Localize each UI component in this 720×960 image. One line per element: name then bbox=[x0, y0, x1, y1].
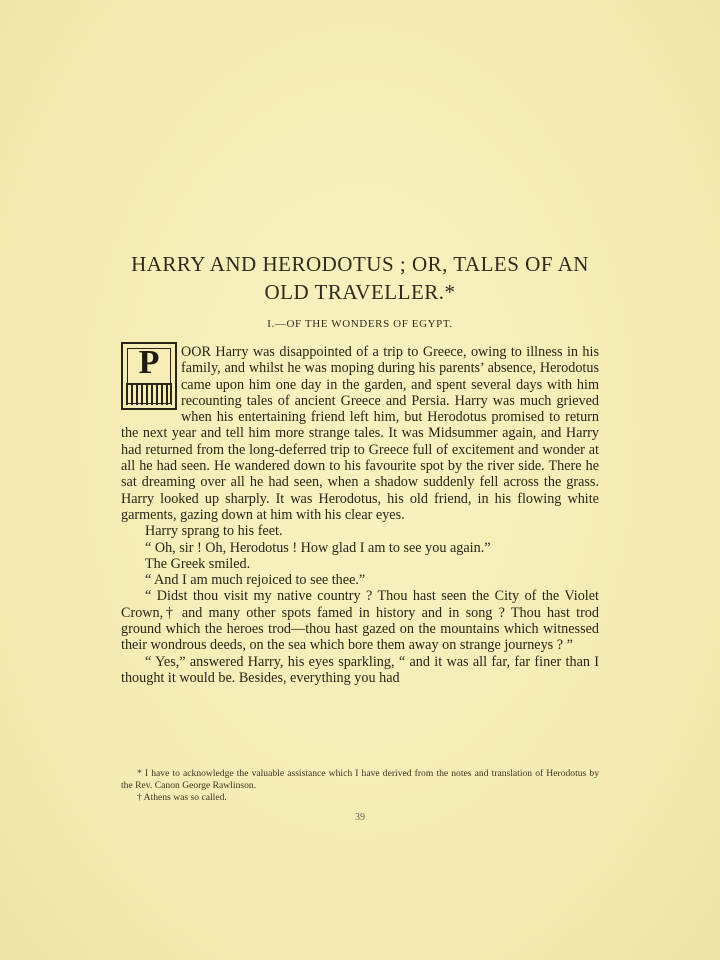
footnote-1: * I have to acknowledge the valuable assistance which I have derived from the notes and translation of Herodotus by the Rev. Canon George Rawlinson. bbox=[121, 768, 599, 791]
chapter-title bbox=[100, 250, 620, 306]
drop-cap-letter: P bbox=[138, 344, 160, 381]
footnotes bbox=[121, 768, 599, 804]
paragraph-1: OOR Harry was disappointed of a trip to Greece, owing to illness in his family, and whilst he was moping during his parents’ absence, Herodotus came upon him one day in the garden, and spent several days with him recounting tales of ancient Greece and Persia. Harry was much grieved when his entertaining friend left him, but Herodotus promised to return the next year and tell him more strange tales. It was Midsummer again, and Harry had returned from the long-deferred trip to Greece full of excitement and wonder at all he had seen. He wandered down to his favourite spot by the river side. There he sat dreaming over all he had seen, when a shadow suddenly fell across the grass. Harry looked up sharply. It was Herodotus, his old friend, in his flowing white garments, gazing down at him with his clear eyes. bbox=[121, 344, 599, 523]
paragraph-6: “ Didst thou visit my native country ? Thou hast seen the City of the Violet Crown,† and many other spots famed in history and in song ? Thou hast trod ground which the heroes trod—thou hast gazed on the mountains which witnessed their wondrous deeds, on the sea which bore them away on strange journeys ? ” bbox=[121, 588, 599, 654]
title-line-2: OLD TRAVELLER.* bbox=[264, 280, 456, 304]
paragraph-2: Harry sprang to his feet. bbox=[145, 523, 283, 540]
title-line-1: HARRY AND HERODOTUS ; OR, TALES OF AN bbox=[131, 252, 589, 276]
body-text bbox=[121, 344, 599, 686]
paragraph-4: The Greek smiled. bbox=[145, 555, 251, 572]
page-number: 39 bbox=[355, 812, 365, 823]
drop-cap-spacer bbox=[121, 344, 181, 410]
paragraph-7: “ Yes,” answered Harry, his eyes sparkling, “ and it was all far, far finer than I thought it would be. Besides, everything you had bbox=[121, 653, 599, 686]
paragraph-5: “ And I am much rejoiced to see thee.” bbox=[145, 572, 366, 589]
section-heading: I.—OF THE WONDERS OF EGYPT. bbox=[267, 318, 453, 330]
paragraph-3: “ Oh, sir ! Oh, Herodotus ! How glad I am to see you again.” bbox=[145, 539, 491, 556]
footnote-2: † Athens was so called. bbox=[137, 792, 227, 803]
